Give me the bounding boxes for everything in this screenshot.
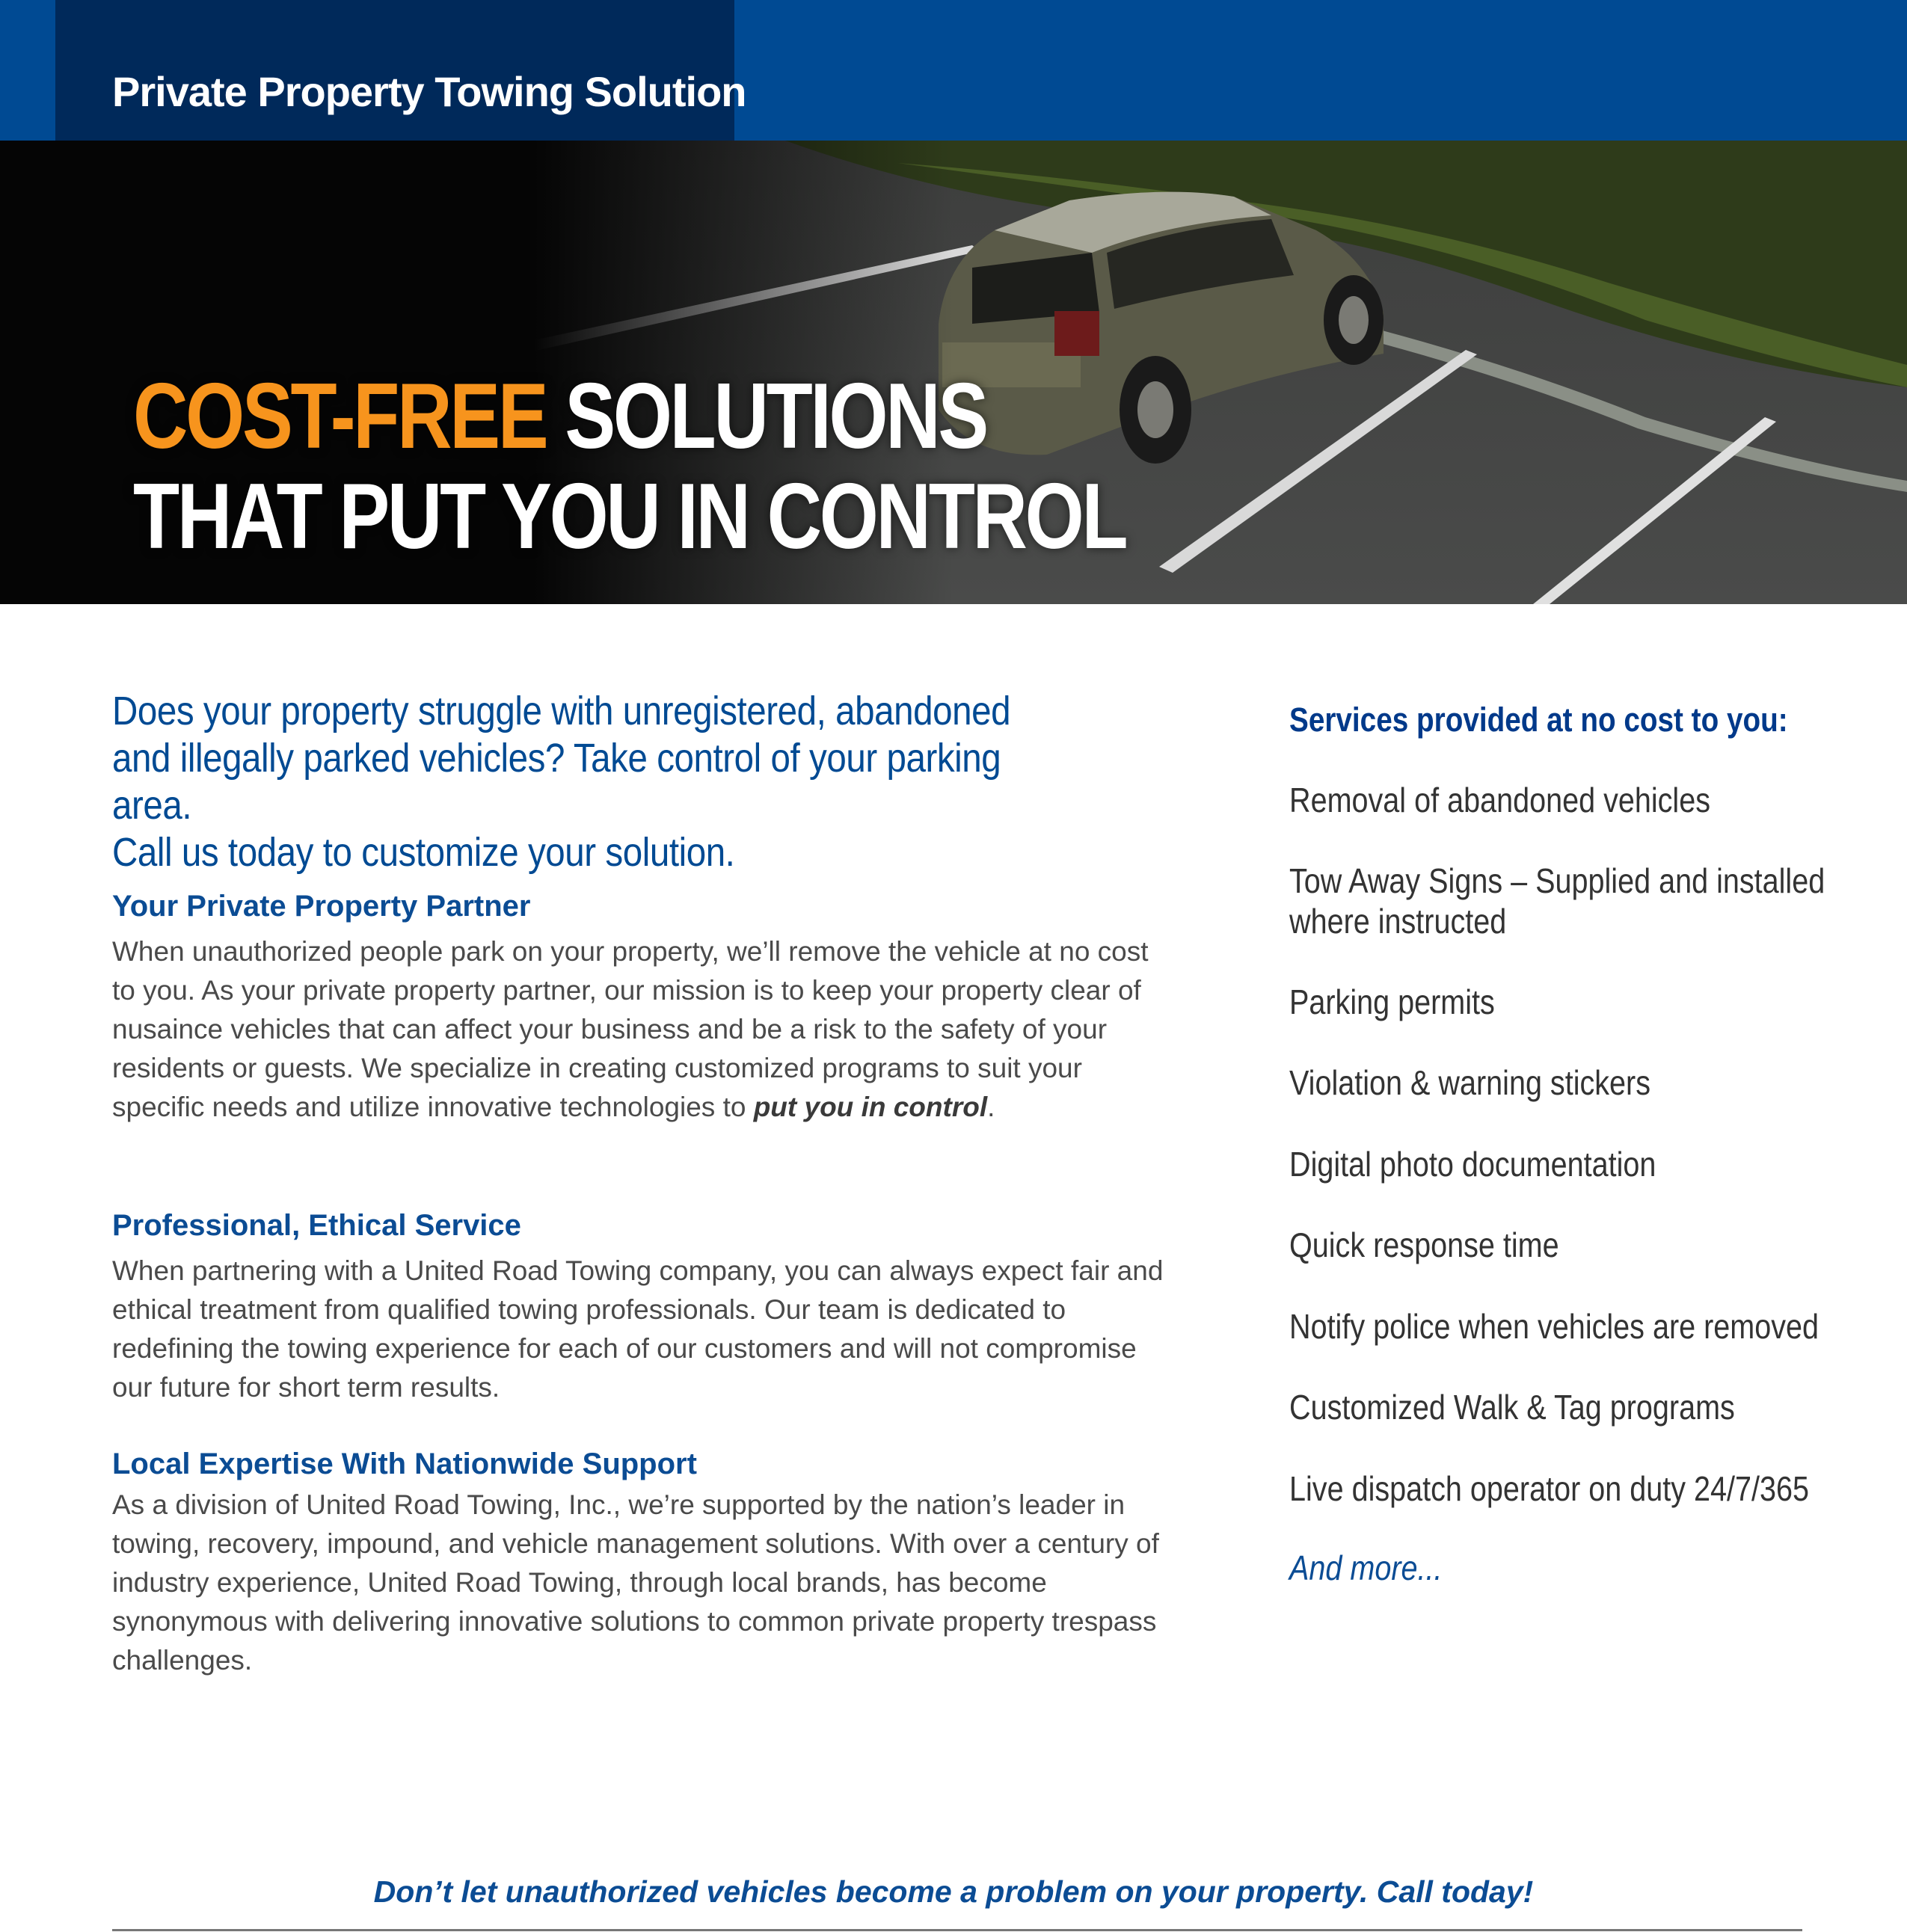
service-item: Notify police when vehicles are removed bbox=[1289, 1307, 1820, 1346]
section-heading-partner: Your Private Property Partner bbox=[112, 890, 531, 923]
service-item: Live dispatch operator on duty 24/7/365 bbox=[1289, 1469, 1809, 1508]
section-heading-ethical: Professional, Ethical Service bbox=[112, 1209, 521, 1242]
hero-headline-line2: THAT PUT YOU IN CONTROL bbox=[133, 465, 1126, 568]
section-body-partner-end: . bbox=[987, 1092, 995, 1122]
footer-call-to-action: Don’t let unauthorized vehicles become a problem on your property. Call today! bbox=[373, 1874, 1534, 1909]
footer-divider bbox=[112, 1929, 1802, 1931]
intro-line-2: and illegally parked vehicles? Take control of your parking area. bbox=[112, 736, 1001, 828]
service-item: Violation & warning stickers bbox=[1289, 1063, 1651, 1102]
header-title: Private Property Towing Solution bbox=[112, 68, 746, 115]
intro-text bbox=[112, 688, 1034, 876]
section-body-ethical: When partnering with a United Road Towing company, you can always expect fair and ethical treatment from qualified towing professionals. Our team is dedicated to redefining the towing experience for each of our customers and will not compromise our future for short term results. bbox=[112, 1255, 1164, 1403]
service-item: Parking permits bbox=[1289, 982, 1495, 1021]
service-item: Quick response time bbox=[1289, 1225, 1559, 1264]
section-heading-expertise: Local Expertise With Nationwide Support bbox=[112, 1448, 697, 1480]
hero-headline bbox=[133, 366, 1126, 567]
service-item: Removal of abandoned vehicles bbox=[1289, 781, 1711, 819]
services-more: And more... bbox=[1289, 1548, 1443, 1587]
intro-line-3: Call us today to customize your solution. bbox=[112, 830, 735, 875]
intro-line-1: Does your property struggle with unregistered, abandoned bbox=[112, 689, 1011, 733]
section-body-partner bbox=[112, 932, 1174, 1127]
hero-headline-rest: SOLUTIONS bbox=[565, 365, 986, 468]
section-body-partner-emphasis: put you in control bbox=[753, 1092, 988, 1122]
service-item: Tow Away Signs – Supplied and installed where instructed bbox=[1289, 861, 1825, 941]
service-item: Digital photo documentation bbox=[1289, 1145, 1656, 1184]
service-item: Customized Walk & Tag programs bbox=[1289, 1388, 1735, 1427]
section-body-partner-text: When unauthorized people park on your property, we’ll remove the vehicle at no cost to you. As your private property partner, our mission is to keep your property clear of nusaince vehicles that can affect your business and be a risk to the safety of your residents or guests. We specialize in creating customized programs to suit your specific needs and utilize innovative technologies to bbox=[112, 936, 1149, 1122]
hero-banner bbox=[0, 141, 1907, 604]
hero-headline-line1 bbox=[133, 366, 1126, 467]
section-body-expertise: As a division of United Road Towing, Inc., we’re supported by the nation’s leader in towing, recovery, impound, and vehicle management solutions. With over a century of industry experience, United Road Towing, through local brands, has become synonymous with delivering innovative solutions to common private property trespass challenges. bbox=[112, 1489, 1159, 1676]
services-heading: Services provided at no cost to you: bbox=[1289, 701, 1788, 739]
hero-headline-accent: COST-FREE bbox=[133, 365, 547, 468]
